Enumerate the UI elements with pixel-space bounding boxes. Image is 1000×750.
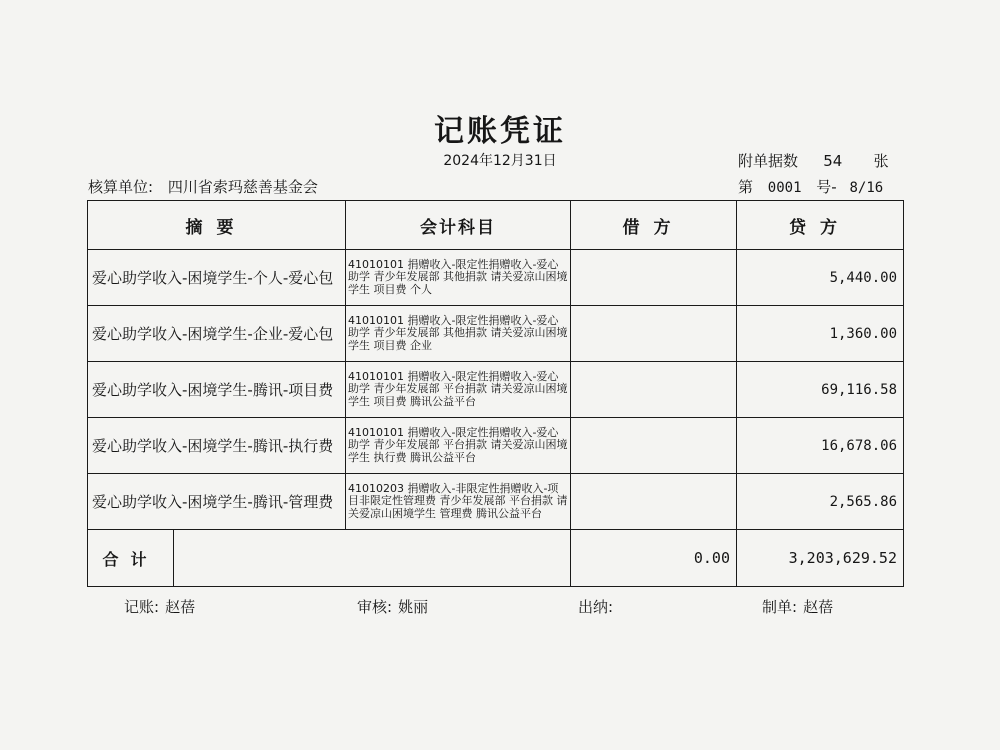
cashier-label: 出纳: xyxy=(578,598,614,616)
total-debit: 0.00 xyxy=(571,530,737,587)
row-credit: 1,360.00 xyxy=(737,306,904,362)
attachments-count: 54 xyxy=(823,152,843,170)
table-row xyxy=(88,418,904,474)
header-credit: 贷方 xyxy=(737,201,904,250)
voucher-date: 2024年12月31日 xyxy=(443,153,557,169)
row-account: 41010101 捐赠收入-限定性捐赠收入-爱心助学 青少年发展部 平台捐款 请关爱凉山困境学生 项目费 腾讯公益平台 xyxy=(346,362,571,418)
total-credit: 3,203,629.52 xyxy=(737,530,904,587)
row-summary: 爱心助学收入-困境学生-企业-爱心包 xyxy=(88,306,346,362)
header-debit: 借方 xyxy=(571,201,737,250)
row-debit xyxy=(571,362,737,418)
bookkeeper-label: 记账: xyxy=(124,598,160,616)
attachments-unit: 张 xyxy=(873,152,889,170)
header-summary: 摘要 xyxy=(88,201,346,250)
preparer-name: 赵蓓 xyxy=(803,598,834,616)
voucher-no-prefix: 第 xyxy=(738,178,754,196)
total-blank xyxy=(174,530,571,587)
row-credit: 16,678.06 xyxy=(737,418,904,474)
attachments-info xyxy=(738,150,889,171)
row-credit: 5,440.00 xyxy=(737,250,904,306)
signature-cashier xyxy=(578,596,619,617)
row-account: 41010101 捐赠收入-限定性捐赠收入-爱心助学 青少年发展部 其他捐款 请关爱凉山困境学生 项目费 个人 xyxy=(346,250,571,306)
signature-preparer xyxy=(762,596,833,617)
row-credit: 2,565.86 xyxy=(737,474,904,530)
row-debit xyxy=(571,418,737,474)
table-header-row xyxy=(88,201,904,250)
row-credit: 69,116.58 xyxy=(737,362,904,418)
header-account: 会计科目 xyxy=(346,201,571,250)
row-account: 41010101 捐赠收入-限定性捐赠收入-爱心助学 青少年发展部 平台捐款 请关爱凉山困境学生 执行费 腾讯公益平台 xyxy=(346,418,571,474)
preparer-label: 制单: xyxy=(762,598,798,616)
voucher-no-value: 0001 xyxy=(767,180,802,196)
signature-reviewer xyxy=(357,596,428,617)
table-row xyxy=(88,474,904,530)
voucher-page-number: 8/16 xyxy=(849,180,884,196)
voucher-table xyxy=(87,200,904,587)
unit-name: 四川省索玛慈善基金会 xyxy=(167,178,318,196)
attachments-label: 附单据数 xyxy=(738,152,799,170)
row-debit xyxy=(571,306,737,362)
row-summary: 爱心助学收入-困境学生-腾讯-管理费 xyxy=(88,474,346,530)
row-summary: 爱心助学收入-困境学生-腾讯-项目费 xyxy=(88,362,346,418)
reviewer-name: 姚丽 xyxy=(398,598,429,616)
table-row xyxy=(88,250,904,306)
table-row xyxy=(88,306,904,362)
unit-label: 核算单位: xyxy=(88,178,154,196)
row-account: 41010203 捐赠收入-非限定性捐赠收入-项目非限定性管理费 青少年发展部 平台捐款 请关爱凉山困境学生 管理费 腾讯公益平台 xyxy=(346,474,571,530)
reviewer-label: 审核: xyxy=(357,598,393,616)
total-row xyxy=(88,530,904,587)
voucher-no-suffix: 号- xyxy=(816,178,837,196)
signature-bookkeeper xyxy=(124,596,195,617)
voucher-number xyxy=(738,176,883,197)
row-summary: 爱心助学收入-困境学生-个人-爱心包 xyxy=(88,250,346,306)
table-row xyxy=(88,362,904,418)
bookkeeper-name: 赵蓓 xyxy=(165,598,196,616)
row-debit xyxy=(571,250,737,306)
row-summary: 爱心助学收入-困境学生-腾讯-执行费 xyxy=(88,418,346,474)
voucher-title: 记账凭证 xyxy=(434,114,566,149)
row-account: 41010101 捐赠收入-限定性捐赠收入-爱心助学 青少年发展部 其他捐款 请关爱凉山困境学生 项目费 企业 xyxy=(346,306,571,362)
row-debit xyxy=(571,474,737,530)
accounting-unit xyxy=(88,176,318,197)
total-label: 合计 xyxy=(88,530,174,587)
